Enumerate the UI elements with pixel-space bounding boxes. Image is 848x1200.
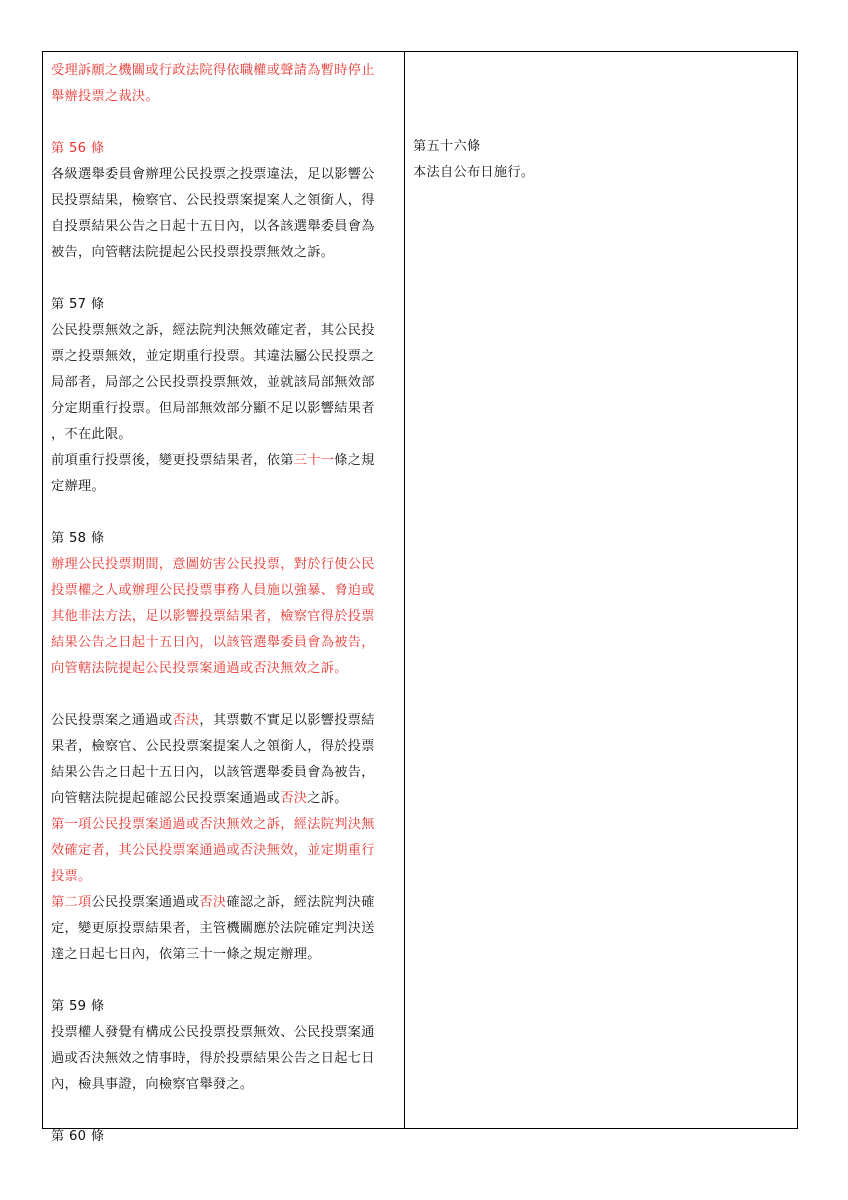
amended-text-segment: 投票權之人或辦理公民投票事務人員施以強暴、脅迫或 xyxy=(51,583,375,598)
blank-line xyxy=(51,500,398,526)
text-line xyxy=(51,552,398,578)
text-line xyxy=(51,162,398,188)
blank-line xyxy=(51,266,398,292)
text-segment: 投票權人發覺有構成公民投票投票無效、公民投票案通 xyxy=(51,1025,375,1040)
text-segment: 內，檢具事證，向檢察官舉發之。 xyxy=(51,1077,254,1092)
text-segment: 第 57 條 xyxy=(51,297,105,312)
text-segment: ，不在此限。 xyxy=(51,427,132,442)
text-line xyxy=(413,160,791,186)
amended-text-segment: 結果公告之日起十五日內，以該管選舉委員會為被告， xyxy=(51,635,375,650)
amended-text-segment: 第二項 xyxy=(51,895,92,910)
text-segment: ，其票數不實足以影響投票結 xyxy=(199,713,375,728)
amended-text-segment: 否決 xyxy=(172,713,200,728)
text-segment: 公民投票案通過或 xyxy=(91,895,200,910)
text-line xyxy=(51,812,398,838)
amended-text-segment: 受理訴願之機關或行政法院得依職權或聲請為暫時停止 xyxy=(51,63,375,78)
text-line xyxy=(51,864,398,890)
text-line xyxy=(51,214,398,240)
text-line xyxy=(51,1020,398,1046)
text-line xyxy=(51,136,398,162)
text-line xyxy=(51,604,398,630)
text-segment: 局部者，局部之公民投票投票無效，並就該局部無效部 xyxy=(51,375,375,390)
text-line xyxy=(51,838,398,864)
text-segment: 向管轄法院提起確認公民投票案通過或 xyxy=(51,791,281,806)
text-line xyxy=(51,734,398,760)
text-segment: 票之投票無效，並定期重行投票。其違法屬公民投票之 xyxy=(51,349,375,364)
text-segment: 第 59 條 xyxy=(51,999,105,1014)
text-segment: 被告，向管轄法院提起公民投票投票無效之訴。 xyxy=(51,245,335,260)
text-segment: 定辦理。 xyxy=(51,479,105,494)
text-line xyxy=(51,1124,398,1150)
text-segment: 結果公告之日起十五日內，以該管選舉委員會為被告， xyxy=(51,765,375,780)
text-segment: 確認之訴，經法院判決確 xyxy=(226,895,375,910)
text-line xyxy=(51,994,398,1020)
amended-text-segment: 效確定者，其公民投票案通過或否決無效，並定期重行 xyxy=(51,843,375,858)
blank-line xyxy=(51,968,398,994)
text-line xyxy=(51,890,398,916)
amended-text-segment: 辦理公民投票期間，意圖妨害公民投票，對於行使公民 xyxy=(51,557,375,572)
text-line xyxy=(51,526,398,552)
amended-text-segment: 否決 xyxy=(199,895,227,910)
text-line xyxy=(51,188,398,214)
text-segment: 達之日起七日內，依第三十一條之規定辦理。 xyxy=(51,947,321,962)
text-segment: 第五十六條 xyxy=(413,139,481,154)
blank-line xyxy=(51,1098,398,1124)
amended-text-segment: 三十一 xyxy=(293,453,335,468)
text-line xyxy=(51,760,398,786)
text-segment: 過或否決無效之情事時，得於投票結果公告之日起七日 xyxy=(51,1051,375,1066)
text-line xyxy=(51,474,398,500)
text-segment: 分定期重行投票。但局部無效部分顯不足以影響結果者 xyxy=(51,401,375,416)
amended-text-segment: 第 56 條 xyxy=(51,141,105,156)
text-line xyxy=(51,942,398,968)
text-segment: 本法自公布日施行。 xyxy=(413,165,535,180)
text-line xyxy=(51,370,398,396)
text-line xyxy=(51,1072,398,1098)
amended-text-segment: 其他非法方法，足以影響投票結果者，檢察官得於投票 xyxy=(51,609,375,624)
text-segment: 條之規 xyxy=(334,453,375,468)
text-segment: 自投票結果公告之日起十五日內，以各該選舉委員會為 xyxy=(51,219,375,234)
blank-line xyxy=(51,110,398,136)
text-segment: 之訴。 xyxy=(307,791,348,806)
text-line xyxy=(51,58,398,84)
original-text-column xyxy=(405,52,797,1128)
amended-text-segment: 第一項公民投票案通過或否決無效之訴，經法院判決無 xyxy=(51,817,375,832)
text-segment: 第 60 條 xyxy=(51,1129,105,1144)
text-line xyxy=(51,240,398,266)
text-line xyxy=(51,318,398,344)
text-segment: 公民投票案之通過或 xyxy=(51,713,173,728)
text-line xyxy=(51,84,398,110)
text-line xyxy=(51,344,398,370)
text-line xyxy=(51,422,398,448)
text-line xyxy=(51,916,398,942)
text-line xyxy=(51,786,398,812)
comparison-table xyxy=(42,51,798,1144)
amended-text-segment: 舉辦投票之裁決。 xyxy=(51,89,159,104)
amended-text-column xyxy=(43,52,405,1144)
text-segment: 第 58 條 xyxy=(51,531,105,546)
text-line xyxy=(51,396,398,422)
text-line xyxy=(51,448,398,474)
text-line xyxy=(51,630,398,656)
text-line xyxy=(51,656,398,682)
text-segment: 前項重行投票後，變更投票結果者，依第 xyxy=(51,453,294,468)
blank-line xyxy=(51,682,398,708)
text-segment: 定，變更原投票結果者，主管機關應於法院確定判決送 xyxy=(51,921,375,936)
amended-text-segment: 向管轄法院提起公民投票案通過或否決無效之訴。 xyxy=(51,661,348,676)
text-line xyxy=(51,292,398,318)
text-segment: 公民投票無效之訴，經法院判決無效確定者，其公民投 xyxy=(51,323,375,338)
text-segment: 民投票結果，檢察官、公民投票案提案人之領銜人，得 xyxy=(51,193,375,208)
text-segment: 各級選舉委員會辦理公民投票之投票違法，足以影響公 xyxy=(51,167,375,182)
amended-text-segment: 否決 xyxy=(280,791,308,806)
text-segment: 果者，檢察官、公民投票案提案人之領銜人，得於投票 xyxy=(51,739,375,754)
text-line xyxy=(51,1046,398,1072)
text-line xyxy=(413,134,791,160)
amended-text-segment: 投票。 xyxy=(51,869,92,884)
text-line xyxy=(51,578,398,604)
text-line xyxy=(51,708,398,734)
